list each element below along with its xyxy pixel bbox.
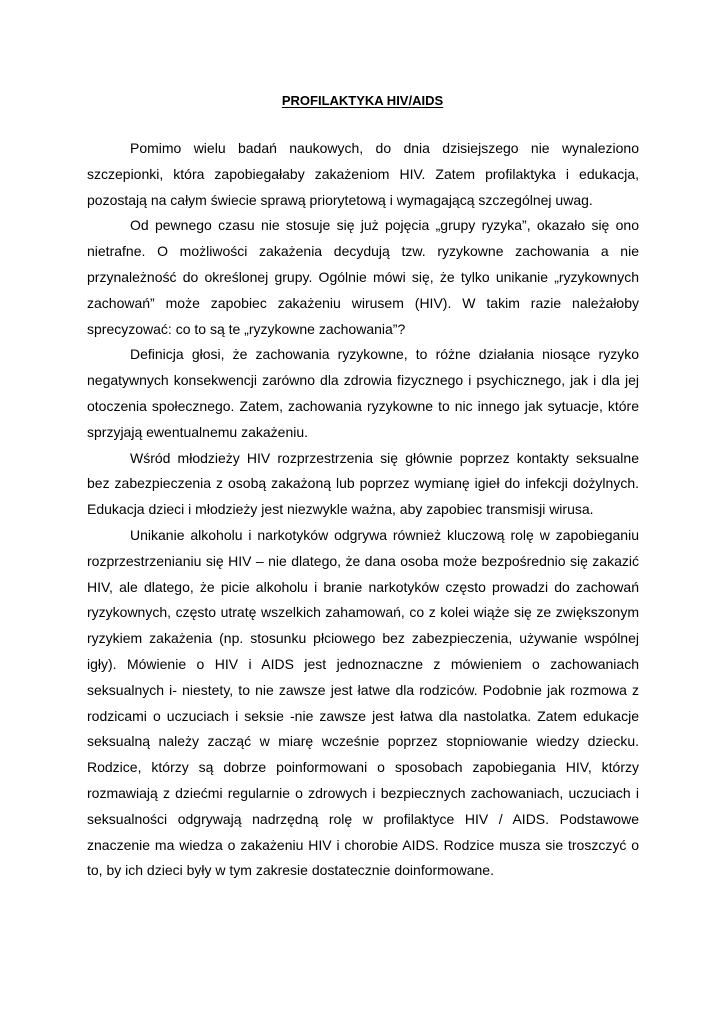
paragraph: Unikanie alkoholu i narkotyków odgrywa również kluczową rolę w zapobieganiu rozprzestrzenianiu się HIV – nie dlatego, że dana osoba może bezpośrednio się zakazić HIV, ale dlatego, że picie alkoholu i branie narkotyków często prowadzi do zachowań ryzykownych, często utratę wszelkich zahamowań, co z kolei wiąże się ze zwiększonym ryzykiem zakażenia (np. stosunku płciowego bez zabezpieczenia, używanie wspólnej igły). Mówienie o HIV i AIDS jest jednoznaczne z mówieniem o zachowaniach seksualnych i- niestety, to nie zawsze jest łatwe dla rodziców. Podobnie jak rozmowa z rodzicami o uczuciach i seksie -nie zawsze jest łatwa dla nastolatka. Zatem edukacje seksualną należy zacząć w miarę wcześnie poprzez stopniowanie wiedzy dziecku. Rodzice, którzy są dobrze poinformowani o sposobach zapobiegania HIV, którzy rozmawiają z dziećmi regularnie o zdrowych i bezpiecznych zachowaniach, uczuciach i seksualności odgrywają nadrzędną rolę w profilaktyce HIV / AIDS. Podstawowe znaczenie ma wiedza o zakażeniu HIV i chorobie AIDS. Rodzice musza sie troszczyć o to, by ich dzieci były w tym zakresie dostatecznie doinformowane. — [87, 526, 639, 879]
paragraph: Od pewnego czasu nie stosuje się już pojęcia „grupy ryzyka”, okazało się ono nietrafne. O możliwości zakażenia decydują tzw. ryzykowne zachowania a nie przynależność do określonej grupy. Ogólnie mówi się, że tylko unikanie „ryzykownych zachowań” może zapobiec zakażeniu wirusem (HIV). W takim razie należałoby sprecyzować: co to są te „ryzykowne zachowania”? — [87, 217, 639, 337]
document-title: PROFILAKTYKA HIV/AIDS — [281, 93, 444, 108]
paragraph: Pomimo wielu badań naukowych, do dnia dzisiejszego nie wynaleziono szczepionki, która zapobiegałaby zakażeniom HIV. Zatem profilaktyka i edukacja, pozostają na całym świecie sprawą priorytetową i wymagającą szczególnej uwag. — [87, 140, 639, 208]
document-body — [87, 136, 639, 884]
paragraph: Definicja głosi, że zachowania ryzykowne, to różne działania niosące ryzyko negatywnych konsekwencji zarówno dla zdrowia fizycznego i psychicznego, jak i dla jej otoczenia społecznego. Zatem, zachowania ryzykowne to nic innego jak sytuacje, które sprzyjają ewentualnemu zakażeniu. — [87, 346, 639, 440]
paragraph: Wśród młodzieży HIV rozprzestrzenia się głównie poprzez kontakty seksualne bez zabezpieczenia z osobą zakażoną lub poprzez wymianę igieł do infekcji dożylnych. Edukacja dzieci i młodzieży jest niezwykle ważna, aby zapobiec transmisji wirusa. — [87, 449, 639, 518]
